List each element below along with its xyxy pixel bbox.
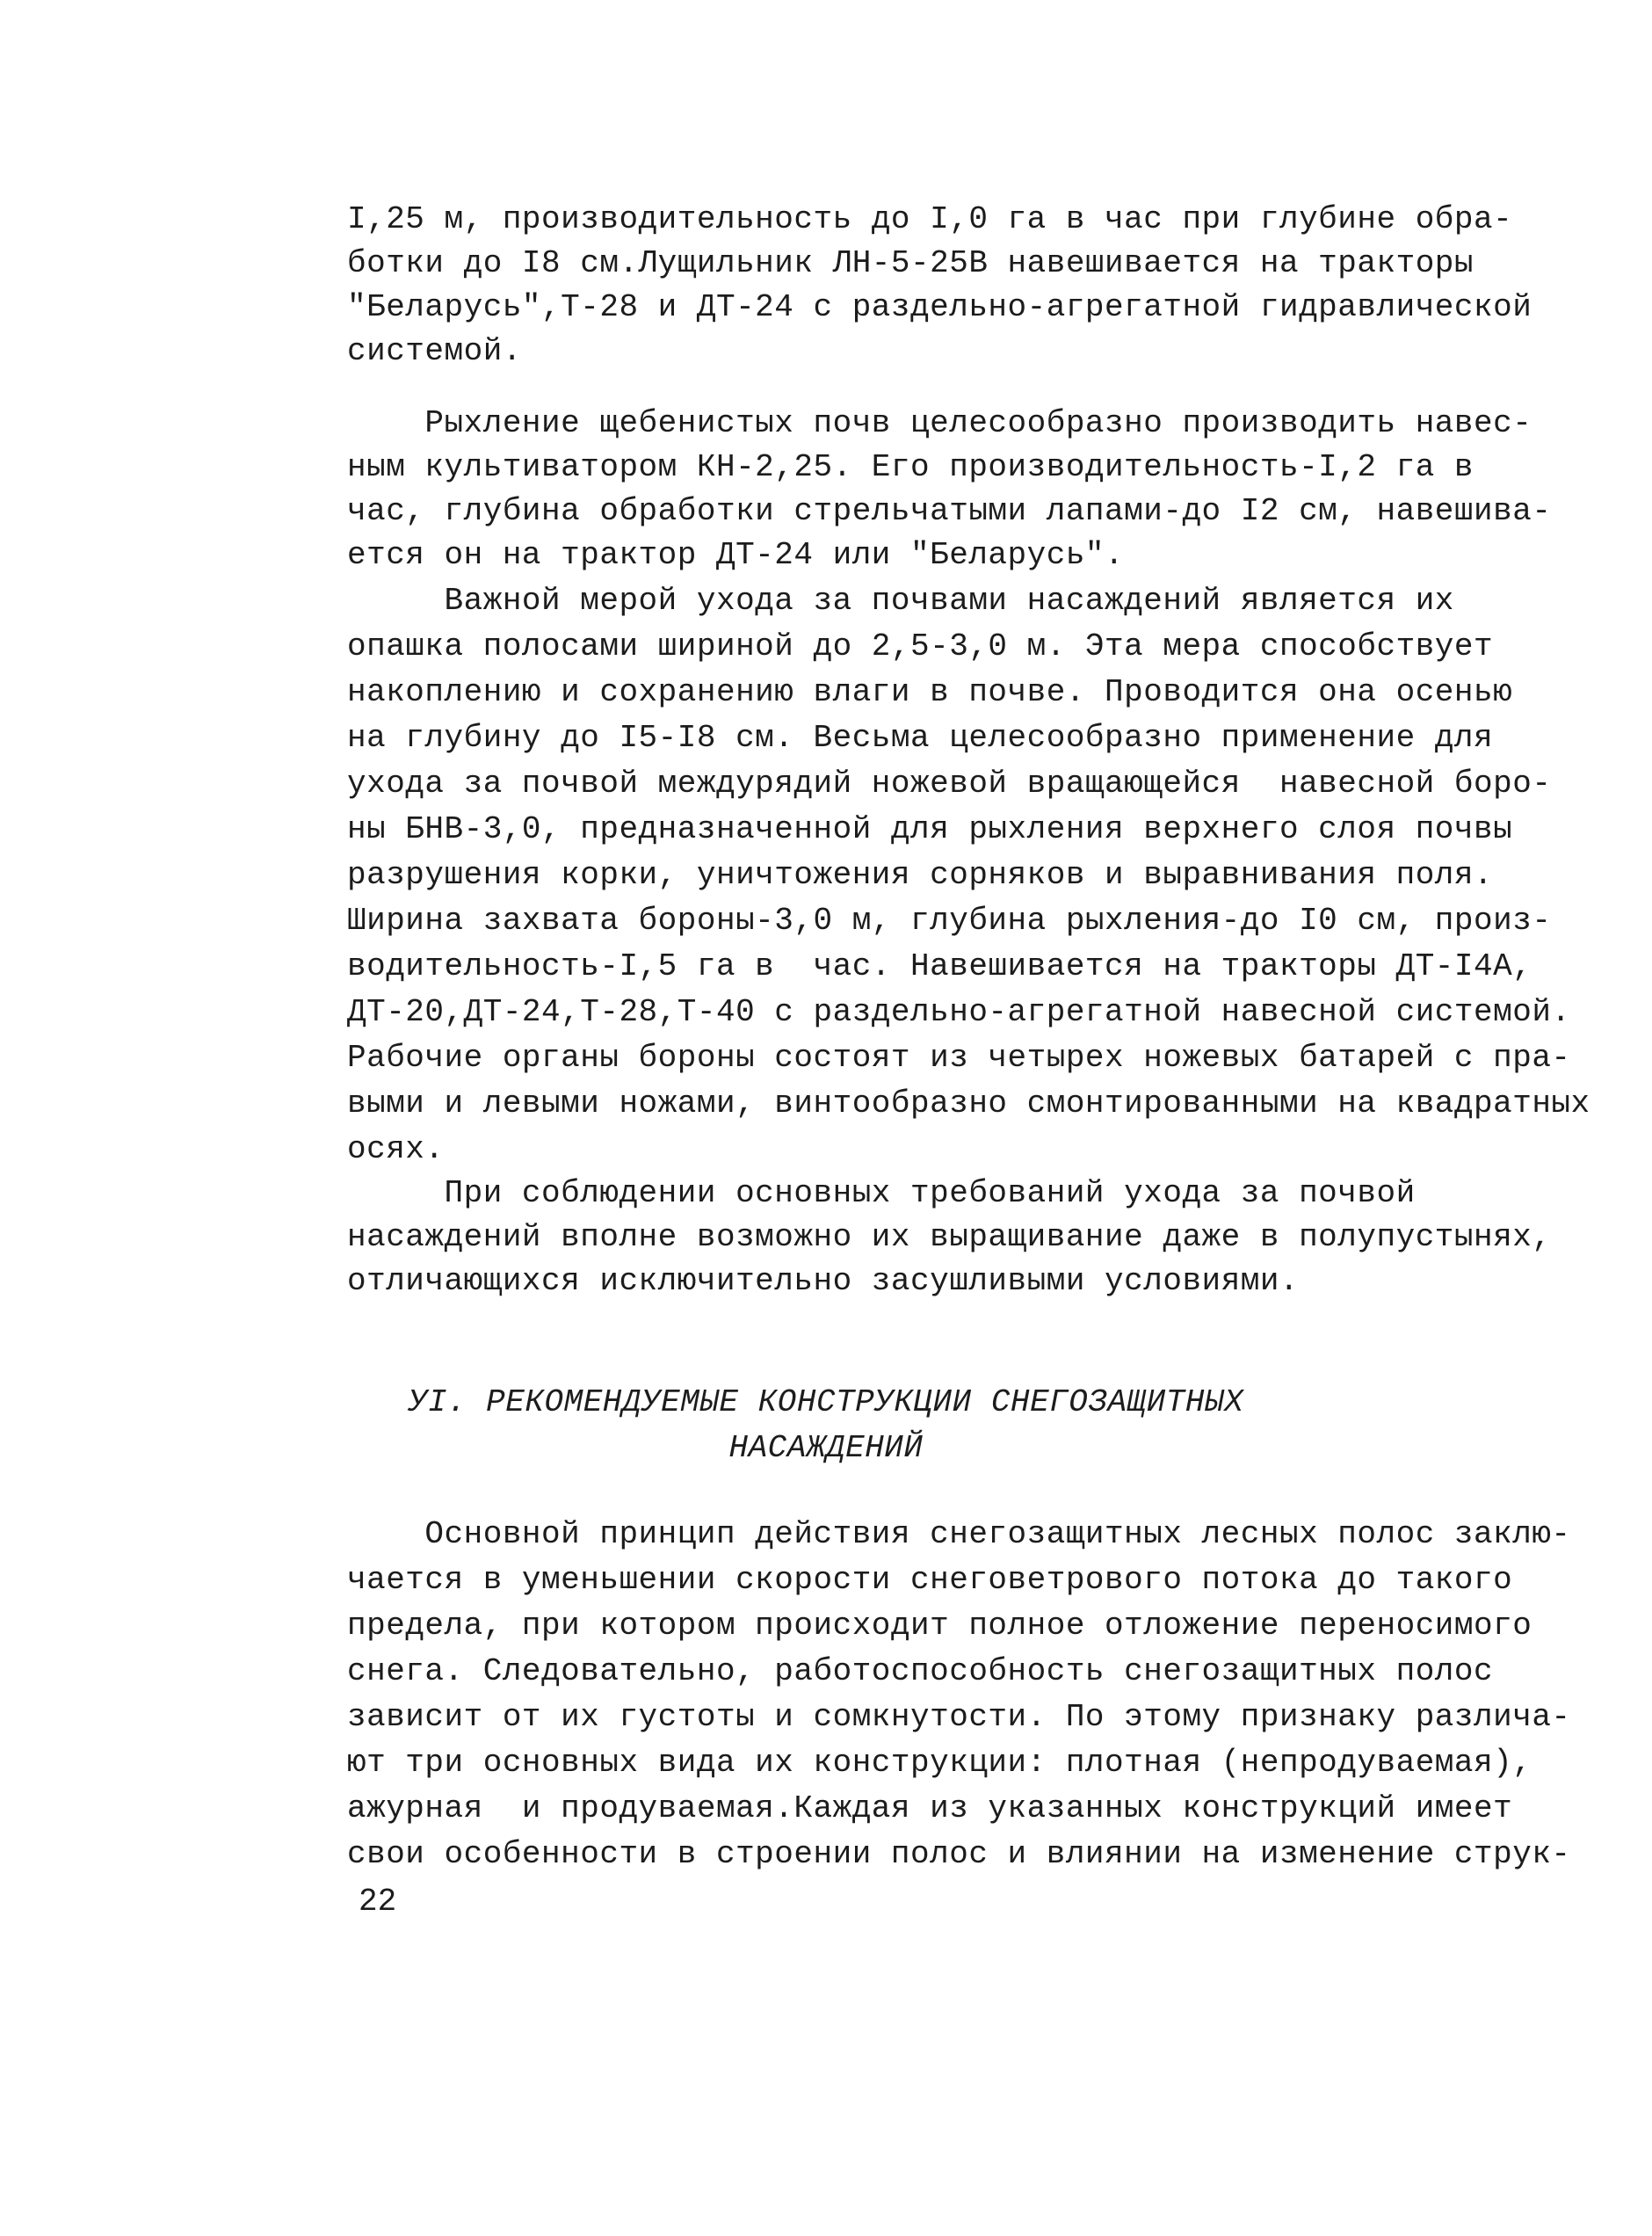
paragraph-3-line-9: водительность-I,5 га в час. Навешивается на тракторы ДТ-I4А, bbox=[347, 948, 1532, 984]
paragraph-3-line-11: Рабочие органы бороны состоят из четырех ножевых батарей с пра- bbox=[347, 1040, 1571, 1076]
paragraph-2-line-4: ется он на трактор ДТ-24 или "Беларусь". bbox=[347, 537, 1125, 573]
paragraph-5-line-4: снега. Следовательно, работоспособность снегозащитных полос bbox=[347, 1653, 1494, 1689]
paragraph-3-line-3: накоплению и сохранению влаги в почве. Проводится она осенью bbox=[347, 674, 1513, 710]
paragraph-3-line-12: выми и левыми ножами, винтообразно смонтированными на квадратных bbox=[347, 1085, 1590, 1122]
paragraph-2-line-2: ным культиватором КН-2,25. Его производительность-I,2 га в bbox=[347, 449, 1474, 485]
paragraph-5-line-1: Основной принцип действия снегозащитных лесных полос заклю- bbox=[347, 1516, 1571, 1552]
paragraph-1-line-3: "Беларусь",Т-28 и ДТ-24 с раздельно-агрегатной гидравлической bbox=[347, 289, 1532, 325]
paragraph-3-line-13: осях. bbox=[347, 1131, 445, 1167]
paragraph-4-line-2: насаждений вполне возможно их выращивание даже в полупустынях, bbox=[347, 1219, 1552, 1255]
paragraph-1-line-2: ботки до I8 см.Лущильник ЛН-5-25В навешивается на тракторы bbox=[347, 245, 1474, 281]
paragraph-5-line-8: свои особенности в строении полос и влиянии на изменение струк- bbox=[347, 1836, 1571, 1872]
paragraph-3-line-1: Важной мерой ухода за почвами насаждений является их bbox=[347, 583, 1454, 619]
paragraph-3-line-8: Ширина захвата бороны-3,0 м, глубина рыхления-до I0 см, произ- bbox=[347, 903, 1552, 939]
paragraph-1-line-1: I,25 м, производительность до I,0 га в час при глубине обра- bbox=[347, 201, 1513, 237]
paragraph-5-line-5: зависит от их густоты и сомкнутости. По этому признаку различа- bbox=[347, 1699, 1571, 1735]
section-heading-line-2: НАСАЖДЕНИЙ bbox=[728, 1430, 924, 1466]
paragraph-1-line-4: системой. bbox=[347, 333, 522, 369]
paragraph-5-line-2: чается в уменьшении скорости снеговетрового потока до такого bbox=[347, 1562, 1513, 1598]
paragraph-4-line-3: отличающихся исключительно засушливыми условиями. bbox=[347, 1263, 1300, 1299]
paragraph-5-line-6: ют три основных вида их конструкции: плотная (непродуваемая), bbox=[347, 1745, 1532, 1781]
paragraph-3-line-4: на глубину до I5-I8 см. Весьма целесообразно применение для bbox=[347, 720, 1494, 756]
paragraph-2-line-1: Рыхление щебенистых почв целесообразно производить навес- bbox=[347, 405, 1532, 441]
paragraph-3-line-7: разрушения корки, уничтожения сорняков и выравнивания поля. bbox=[347, 857, 1494, 893]
paragraph-5-line-3: предела, при котором происходит полное отложение переносимого bbox=[347, 1608, 1532, 1644]
paragraph-3-line-10: ДТ-20,ДТ-24,Т-28,Т-40 с раздельно-агрегатной навесной системой. bbox=[347, 994, 1571, 1030]
paragraph-3-line-5: ухода за почвой междурядий ножевой вращающейся навесной боро- bbox=[347, 766, 1552, 802]
paragraph-2-line-3: час, глубина обработки стрельчатыми лапами-до I2 см, навешива- bbox=[347, 493, 1552, 529]
paragraph-4-line-1: При соблюдении основных требований ухода за почвой bbox=[347, 1175, 1416, 1211]
paragraph-5-line-7: ажурная и продуваемая.Каждая из указанных конструкций имеет bbox=[347, 1790, 1513, 1826]
paragraph-3-line-6: ны БНВ-3,0, предназначенной для рыхления верхнего слоя почвы bbox=[347, 811, 1513, 847]
paragraph-3-line-2: опашка полосами шириной до 2,5-3,0 м. Эта мера способствует bbox=[347, 628, 1494, 664]
section-heading-line-1: УI. РЕКОМЕНДУЕМЫЕ КОНСТРУКЦИИ СНЕГОЗАЩИТНЫХ bbox=[408, 1384, 1244, 1420]
page-number: 22 bbox=[359, 1884, 397, 1920]
